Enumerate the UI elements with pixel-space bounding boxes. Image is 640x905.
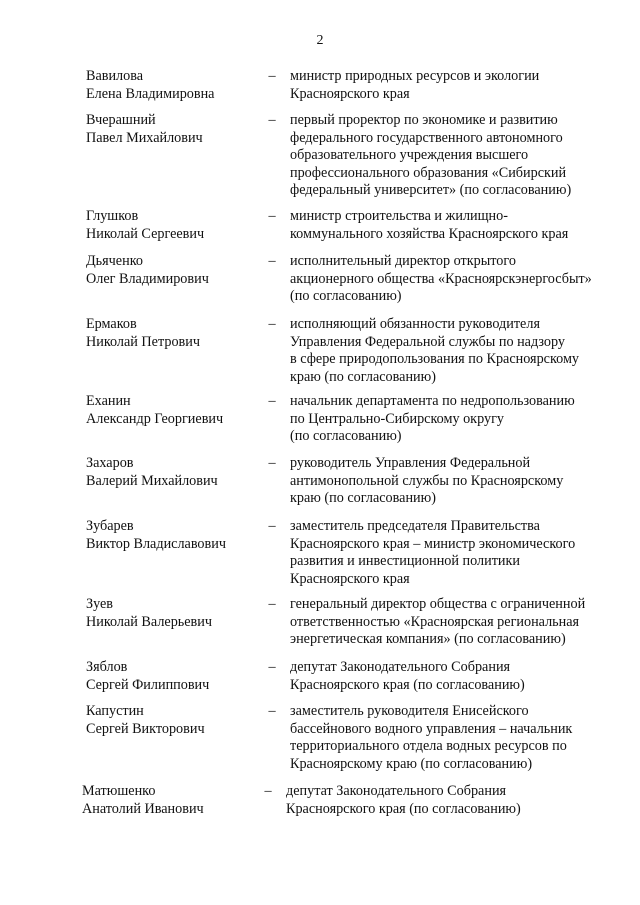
member-name bbox=[86, 316, 261, 351]
member-role bbox=[290, 112, 608, 200]
role-line: федерального государственного автономного bbox=[290, 129, 563, 146]
role-line: генеральный директор общества с ограниченной bbox=[290, 596, 586, 612]
role-line: федеральный университет» (по согласованию) bbox=[290, 182, 572, 198]
role-line: Красноярскому краю (по согласованию) bbox=[290, 755, 533, 772]
member-surname: Вчерашний bbox=[86, 112, 156, 128]
role-line: по Центрально-Сибирскому округу bbox=[290, 410, 504, 427]
member-given-names: Виктор Владиславович bbox=[86, 535, 226, 552]
role-line: коммунального хозяйства Красноярского края bbox=[290, 225, 569, 242]
member-name bbox=[82, 783, 257, 818]
role-line: территориального отдела водных ресурсов по bbox=[290, 738, 567, 754]
separator-dash: – bbox=[268, 316, 276, 332]
separator-dash: – bbox=[268, 455, 276, 471]
role-line: министр строительства и жилищно- bbox=[290, 208, 508, 224]
separator-dash: – bbox=[268, 518, 276, 534]
role-line: профессионального образования «Сибирский bbox=[290, 164, 567, 181]
role-line: Управления Федеральной службы по надзору bbox=[290, 333, 565, 350]
role-line: (по согласованию) bbox=[290, 428, 402, 444]
member-given-names: Олег Владимирович bbox=[86, 270, 209, 287]
separator-dash: – bbox=[268, 703, 276, 719]
member-role bbox=[290, 455, 608, 508]
member-surname: Глушков bbox=[86, 208, 139, 224]
member-name bbox=[86, 393, 261, 428]
role-line: Красноярского края (по согласованию) bbox=[290, 676, 525, 693]
member-role bbox=[290, 703, 608, 773]
role-line: Красноярского края (по согласованию) bbox=[286, 800, 521, 817]
member-given-names: Николай Валерьевич bbox=[86, 613, 212, 630]
role-line: бассейнового водного управления – начальник bbox=[290, 720, 573, 737]
member-surname: Зяблов bbox=[86, 659, 128, 675]
member-role bbox=[286, 783, 604, 818]
member-surname: Захаров bbox=[86, 455, 134, 471]
member-role bbox=[290, 208, 608, 243]
member-role bbox=[290, 68, 608, 103]
member-role bbox=[290, 596, 608, 649]
member-given-names: Павел Михайлович bbox=[86, 129, 203, 146]
role-line: руководитель Управления Федеральной bbox=[290, 455, 531, 471]
role-line: исполняющий обязанности руководителя bbox=[290, 316, 540, 332]
member-surname: Капустин bbox=[86, 703, 144, 719]
separator-dash: – bbox=[268, 393, 276, 409]
member-surname: Зуев bbox=[86, 596, 114, 612]
member-surname: Зубарев bbox=[86, 518, 134, 534]
member-given-names: Валерий Михайлович bbox=[86, 472, 218, 489]
role-line: краю (по согласованию) bbox=[290, 368, 436, 385]
member-role bbox=[290, 316, 608, 386]
role-line: образовательного учреждения высшего bbox=[290, 147, 529, 163]
role-line: акционерного общества «Красноярскэнергосбыт» bbox=[290, 270, 592, 287]
role-line: исполнительный директор открытого bbox=[290, 253, 516, 269]
role-line: антимонопольной службы по Красноярскому bbox=[290, 472, 564, 489]
role-line: начальник департамента по недропользованию bbox=[290, 393, 575, 409]
member-name bbox=[86, 455, 261, 490]
member-role bbox=[290, 518, 608, 588]
role-line: краю (по согласованию) bbox=[290, 490, 436, 506]
member-name bbox=[86, 659, 261, 694]
member-given-names: Сергей Викторович bbox=[86, 720, 205, 737]
role-line: энергетическая компания» (по согласованию) bbox=[290, 631, 566, 647]
separator-dash: – bbox=[268, 208, 276, 224]
member-role bbox=[290, 393, 608, 446]
role-line: депутат Законодательного Собрания bbox=[290, 659, 511, 675]
role-line: Красноярского края – министр экономического bbox=[290, 535, 576, 552]
role-line: министр природных ресурсов и экологии bbox=[290, 68, 540, 84]
member-name bbox=[86, 703, 261, 738]
role-line: заместитель руководителя Енисейского bbox=[290, 703, 529, 719]
member-given-names: Николай Петрович bbox=[86, 333, 200, 350]
member-name bbox=[86, 518, 261, 553]
role-line: ответственностью «Красноярская региональная bbox=[290, 613, 580, 630]
member-name bbox=[86, 68, 261, 103]
role-line: заместитель председателя Правительства bbox=[290, 518, 540, 534]
separator-dash: – bbox=[264, 783, 272, 799]
member-surname: Матюшенко bbox=[82, 783, 156, 799]
member-role bbox=[290, 659, 608, 694]
member-given-names: Анатолий Иванович bbox=[82, 800, 204, 817]
member-name bbox=[86, 253, 261, 288]
member-surname: Еханин bbox=[86, 393, 131, 409]
page-number: 2 bbox=[316, 33, 324, 48]
member-surname: Вавилова bbox=[86, 68, 144, 84]
member-surname: Дьяченко bbox=[86, 253, 143, 269]
role-line: депутат Законодательного Собрания bbox=[286, 783, 507, 799]
role-line: (по согласованию) bbox=[290, 288, 402, 304]
member-name bbox=[86, 208, 261, 243]
separator-dash: – bbox=[268, 596, 276, 612]
member-name bbox=[86, 596, 261, 631]
member-surname: Ермаков bbox=[86, 316, 137, 332]
member-given-names: Николай Сергеевич bbox=[86, 225, 205, 242]
member-name bbox=[86, 112, 261, 147]
role-line: Красноярского края bbox=[290, 570, 410, 587]
member-given-names: Сергей Филиппович bbox=[86, 676, 210, 693]
separator-dash: – bbox=[268, 68, 276, 84]
role-line: первый проректор по экономике и развитию bbox=[290, 112, 558, 128]
role-line: Красноярского края bbox=[290, 85, 410, 102]
member-given-names: Елена Владимировна bbox=[86, 85, 215, 102]
role-line: в сфере природопользования по Красноярскому bbox=[290, 351, 580, 367]
member-given-names: Александр Георгиевич bbox=[86, 410, 224, 427]
separator-dash: – bbox=[268, 659, 276, 675]
member-role bbox=[290, 253, 608, 306]
role-line: развития и инвестиционной политики bbox=[290, 553, 520, 569]
separator-dash: – bbox=[268, 253, 276, 269]
separator-dash: – bbox=[268, 112, 276, 128]
